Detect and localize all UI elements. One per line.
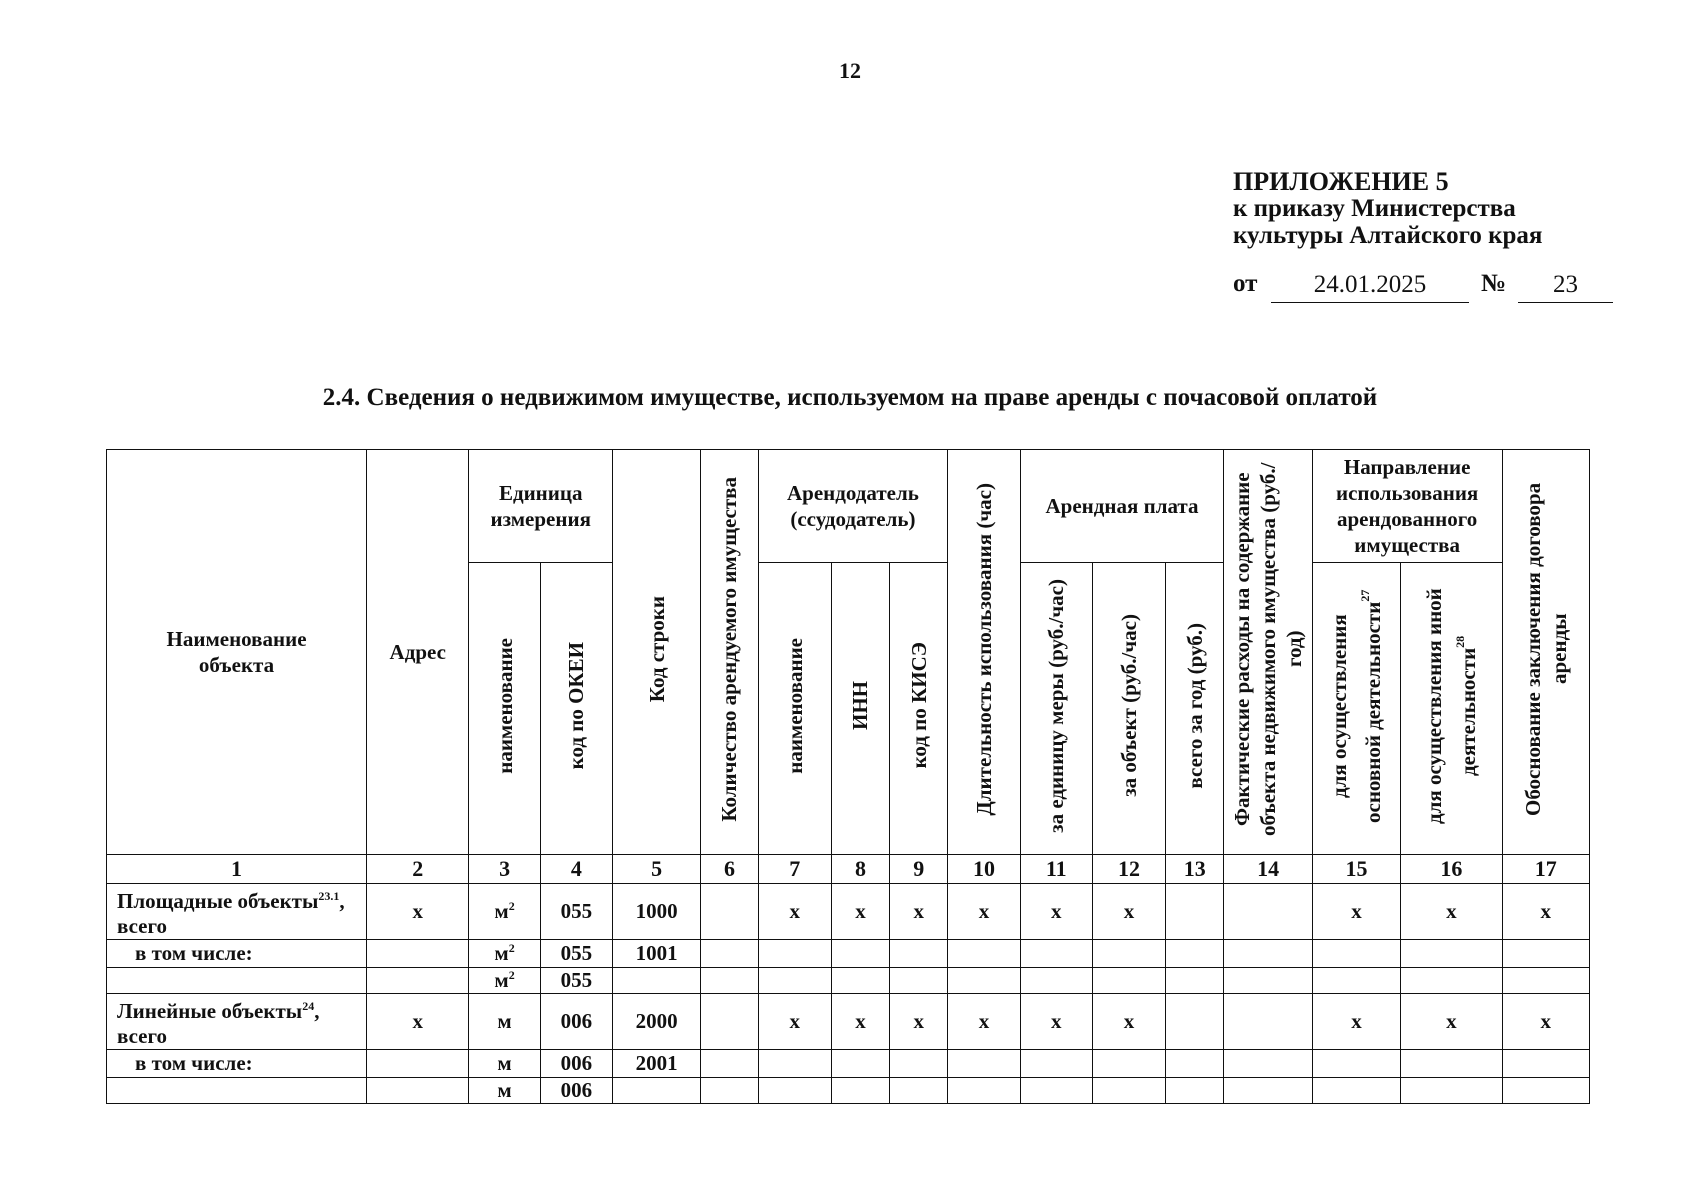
column-number: 9 [890, 855, 948, 884]
table-cell: 006 [540, 1078, 612, 1104]
row-name: в том числе: [107, 940, 367, 968]
table-cell: м [469, 994, 540, 1050]
table-cell [758, 1078, 831, 1104]
header-unit-okei: код по ОКЕИ [540, 563, 612, 855]
column-number: 13 [1166, 855, 1224, 884]
table-cell [1166, 884, 1224, 940]
table-cell: 055 [540, 968, 612, 994]
appendix-block [1233, 168, 1613, 249]
table-cell [1092, 1078, 1165, 1104]
table-cell [1020, 968, 1092, 994]
table-cell: x [1092, 994, 1165, 1050]
header-direction-other: для осуществления иной деятельности$^{28}$ [1401, 563, 1502, 855]
table-cell: x [758, 994, 831, 1050]
table-cell [1092, 940, 1165, 968]
table-body [107, 884, 1590, 1104]
table-cell: 006 [540, 1050, 612, 1078]
order-number: 23 [1518, 268, 1613, 303]
appendix-line-1: к приказу Министерства [1233, 195, 1516, 222]
table-cell: $м^2$ [469, 940, 540, 968]
table-cell [948, 1078, 1020, 1104]
table-cell [1224, 994, 1312, 1050]
row-name: в том числе: [107, 1050, 367, 1078]
table-cell [1224, 1078, 1312, 1104]
table-row [107, 994, 1590, 1050]
table-cell: x [948, 884, 1020, 940]
table-row [107, 968, 1590, 994]
table-cell [1312, 1078, 1400, 1104]
column-number: 11 [1020, 855, 1092, 884]
header-lessor-kise: код по КИСЭ [890, 563, 948, 855]
row-name: Линейные объекты$^{24}$, всего [107, 994, 367, 1050]
table-cell: 006 [540, 994, 612, 1050]
table-cell: x [1312, 884, 1400, 940]
number-label: № [1481, 270, 1507, 297]
table-cell: x [367, 884, 469, 940]
header-quantity: Количество арендуемого имущества [701, 450, 758, 855]
table-cell [613, 968, 701, 994]
table-cell [1224, 1050, 1312, 1078]
table-cell: x [1312, 994, 1400, 1050]
table-cell [890, 968, 948, 994]
table-cell: x [1401, 884, 1502, 940]
table-cell [890, 1078, 948, 1104]
table-cell: 2000 [613, 994, 701, 1050]
table-cell: 1001 [613, 940, 701, 968]
table-cell [701, 994, 758, 1050]
table-cell [831, 1078, 889, 1104]
column-number: 6 [701, 855, 758, 884]
table-cell [613, 1078, 701, 1104]
table-row [107, 1050, 1590, 1078]
header-rent: Арендная плата [1020, 450, 1224, 563]
header-rent-per-unit: за единицу меры (руб./час) [1020, 563, 1092, 855]
table-cell [1224, 884, 1312, 940]
table-cell [1312, 940, 1400, 968]
table-cell [701, 940, 758, 968]
column-numbers-row [107, 855, 1590, 884]
page-number: 12 [839, 58, 861, 83]
column-number: 10 [948, 855, 1020, 884]
order-date-line [1233, 268, 1613, 304]
header-lessor: Арендодатель (ссудодатель) [758, 450, 948, 563]
column-number: 3 [469, 855, 540, 884]
table-cell [1502, 1050, 1589, 1078]
header-rent-total-year: всего за год (руб.) [1166, 563, 1224, 855]
header-row-code: Код строки [613, 450, 701, 855]
table-cell [1092, 968, 1165, 994]
table-cell: $м^2$ [469, 968, 540, 994]
column-number: 8 [831, 855, 889, 884]
table-cell: x [831, 884, 889, 940]
table-row [107, 884, 1590, 940]
column-number: 4 [540, 855, 612, 884]
table-cell: x [831, 994, 889, 1050]
header-lessor-name: наименование [758, 563, 831, 855]
appendix-line-2: культуры Алтайского края [1233, 222, 1543, 249]
table-cell [1166, 968, 1224, 994]
header-basis: Обоснование заключения договора аренды [1502, 450, 1589, 855]
header-direction-main: для осуществления основной деятельности$^{27}$ [1312, 563, 1400, 855]
table-cell [1020, 1050, 1092, 1078]
header-duration: Длительность использования (час) [948, 450, 1020, 855]
table-cell [701, 884, 758, 940]
table-cell [890, 1050, 948, 1078]
column-number: 17 [1502, 855, 1589, 884]
table-cell: x [1020, 884, 1092, 940]
table-cell [1092, 1050, 1165, 1078]
header-object-name: Наименование объекта [107, 450, 367, 855]
table-cell: м [469, 1050, 540, 1078]
table-cell [1312, 1050, 1400, 1078]
table-cell: x [1401, 994, 1502, 1050]
column-number: 1 [107, 855, 367, 884]
header-unit-name: наименование [469, 563, 540, 855]
table-cell [1166, 940, 1224, 968]
table-cell [1166, 1050, 1224, 1078]
column-number: 5 [613, 855, 701, 884]
table-cell [1224, 940, 1312, 968]
table-cell [1401, 1078, 1502, 1104]
table-cell: x [1092, 884, 1165, 940]
table-cell [367, 1078, 469, 1104]
table-cell [701, 968, 758, 994]
table-cell [948, 968, 1020, 994]
table-cell [948, 1050, 1020, 1078]
table-row [107, 940, 1590, 968]
row-name [107, 1078, 367, 1104]
table-cell [1312, 968, 1400, 994]
section-title: 2.4. Сведения о недвижимом имуществе, используемом на праве аренды с почасовой оплатой [322, 384, 1378, 411]
table-cell [367, 1050, 469, 1078]
column-number: 16 [1401, 855, 1502, 884]
table-cell [367, 940, 469, 968]
row-name: Площадные объекты$^{23.1}$, всего [107, 884, 367, 940]
table-cell [758, 940, 831, 968]
header-lessor-inn: ИНН [831, 563, 889, 855]
table-cell [701, 1078, 758, 1104]
header-actual-costs: Фактические расходы на содержание объекта недвижимого имущества (руб./год) [1224, 450, 1312, 855]
table-cell: x [758, 884, 831, 940]
table-cell: x [1502, 994, 1589, 1050]
table-cell [831, 968, 889, 994]
table-cell [890, 940, 948, 968]
table-cell: x [890, 884, 948, 940]
column-number: 15 [1312, 855, 1400, 884]
column-number: 14 [1224, 855, 1312, 884]
table-cell [1502, 968, 1589, 994]
table-cell [1224, 968, 1312, 994]
table-cell: 1000 [613, 884, 701, 940]
row-name [107, 968, 367, 994]
table-cell [1166, 994, 1224, 1050]
table-cell [758, 968, 831, 994]
table-cell: $м^2$ [469, 884, 540, 940]
column-number: 7 [758, 855, 831, 884]
table-cell: 2001 [613, 1050, 701, 1078]
table-cell: x [1020, 994, 1092, 1050]
table-cell: x [1502, 884, 1589, 940]
table-cell [831, 1050, 889, 1078]
table-cell: x [367, 994, 469, 1050]
table-cell [1502, 1078, 1589, 1104]
table-cell [1401, 968, 1502, 994]
column-number: 2 [367, 855, 469, 884]
table-cell [1020, 940, 1092, 968]
table-cell [1020, 1078, 1092, 1104]
table-cell: м [469, 1078, 540, 1104]
header-unit: Единица измерения [469, 450, 613, 563]
appendix-title: ПРИЛОЖЕНИЕ 5 [1233, 167, 1449, 196]
table-cell: 055 [540, 940, 612, 968]
table-cell [1401, 940, 1502, 968]
table-cell [1502, 940, 1589, 968]
table-cell [1401, 1050, 1502, 1078]
table-cell [367, 968, 469, 994]
property-table [106, 449, 1590, 1104]
table-cell [1166, 1078, 1224, 1104]
date-label: от [1233, 270, 1258, 297]
header-address: Адрес [367, 450, 469, 855]
column-number: 12 [1092, 855, 1165, 884]
header-rent-per-object: за объект (руб./час) [1092, 563, 1165, 855]
order-date: 24.01.2025 [1271, 268, 1469, 303]
table-row [107, 1078, 1590, 1104]
table-cell [701, 1050, 758, 1078]
table-cell [948, 940, 1020, 968]
table-cell: x [948, 994, 1020, 1050]
table-cell [758, 1050, 831, 1078]
table-cell: x [890, 994, 948, 1050]
table-cell [831, 940, 889, 968]
table-cell: 055 [540, 884, 612, 940]
header-direction: Направление использования арендованного имущества [1312, 450, 1502, 563]
